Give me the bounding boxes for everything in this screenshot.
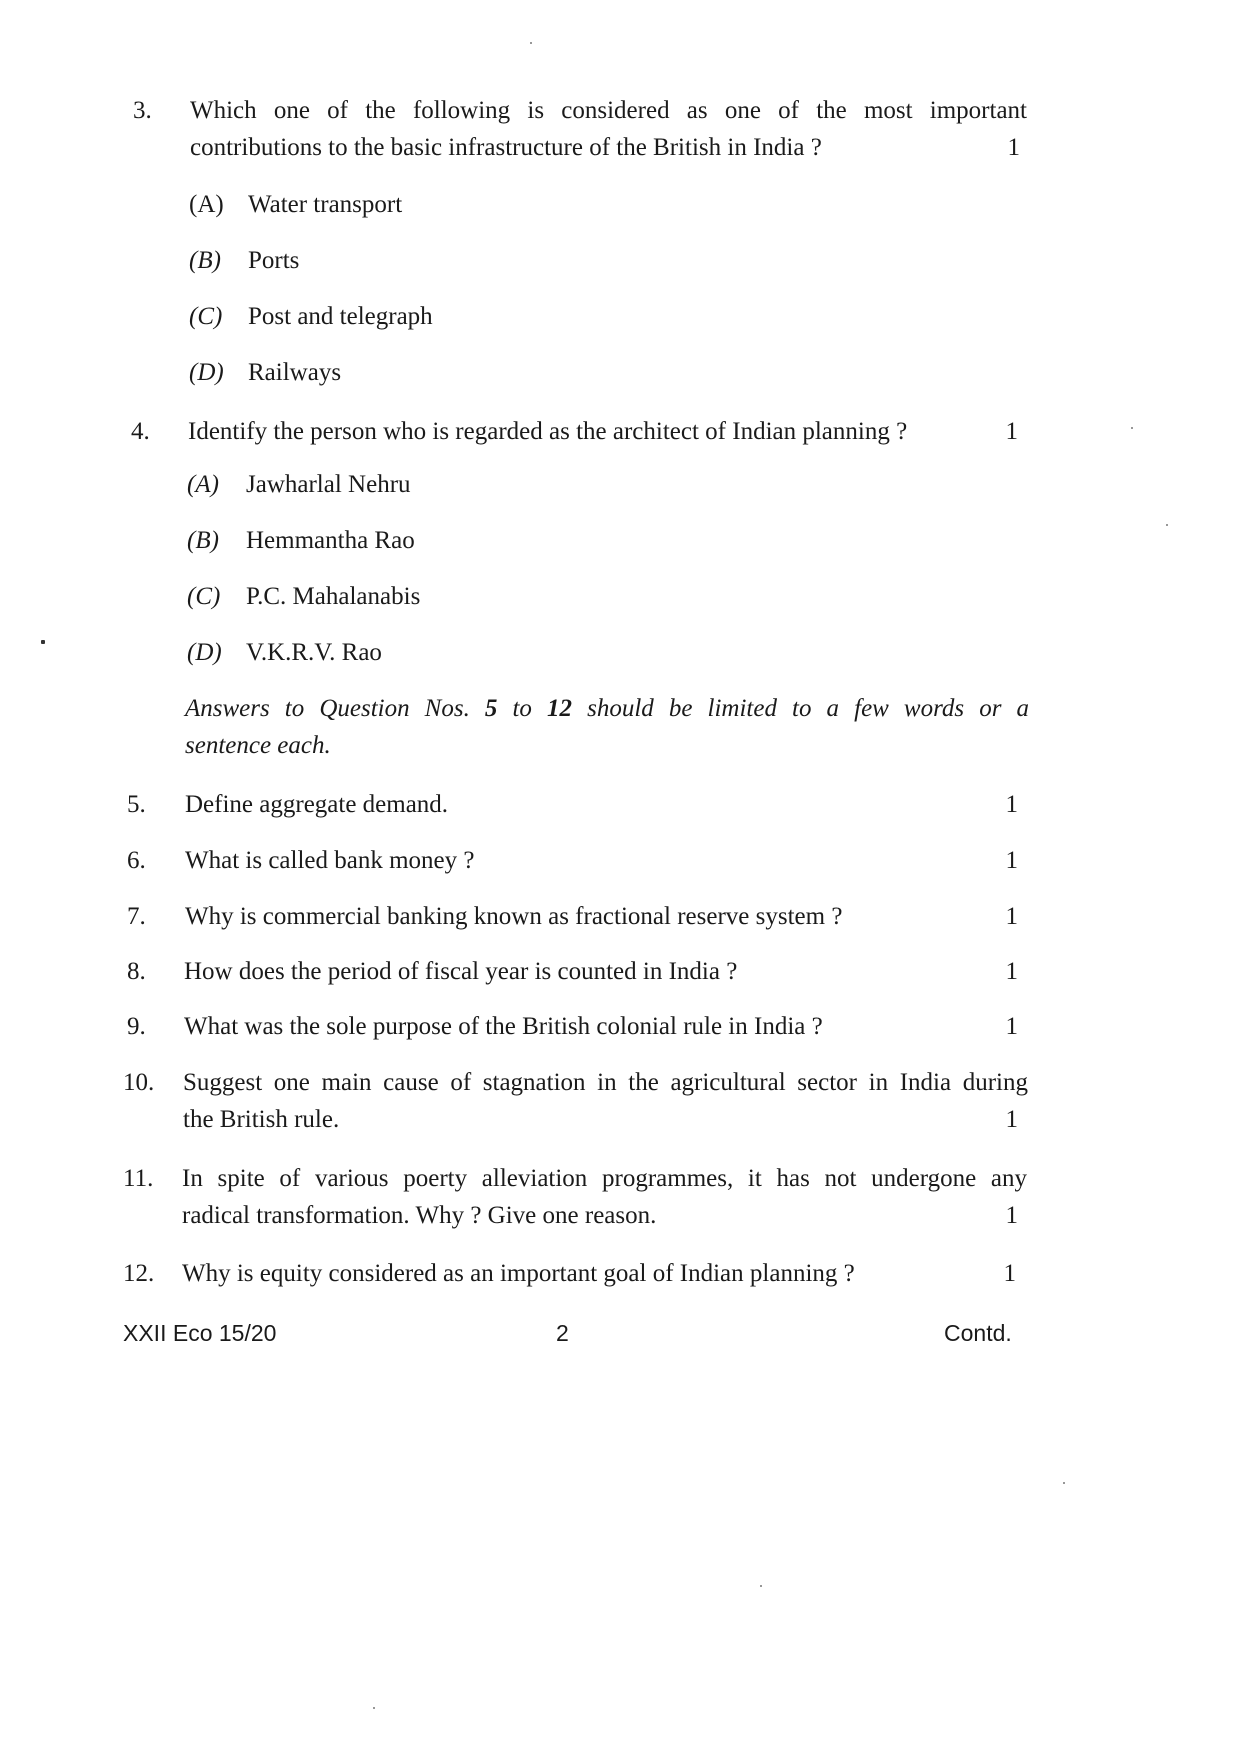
scan-speck	[41, 640, 45, 644]
option-text: V.K.R.V. Rao	[246, 639, 382, 666]
question-marks: 1	[1005, 958, 1018, 985]
question-number: 5.	[127, 791, 146, 818]
footer-code: XXII Eco 15/20	[123, 1320, 277, 1346]
question-number: 4.	[131, 418, 150, 445]
footer-page-number: 2	[556, 1320, 569, 1346]
scan-speck	[760, 1585, 762, 1587]
instruction-line1: Answers to Question Nos. 5 to 12 should be limited to a few words or a	[185, 695, 1029, 722]
option-label: (C)	[189, 303, 223, 330]
question-marks: 1	[1005, 418, 1018, 445]
scan-speck	[1063, 1482, 1065, 1484]
instruction	[185, 690, 1029, 764]
question-marks: 1	[1005, 847, 1018, 874]
question-text: Define aggregate demand.	[185, 791, 449, 818]
option-text: Water transport	[248, 191, 403, 218]
option-text: Railways	[248, 359, 342, 386]
option-label: (C)	[187, 583, 221, 610]
option-text: Post and telegraph	[248, 303, 433, 330]
question-text: Why is commercial banking known as fractional reserve system ?	[185, 903, 843, 930]
question-number: 9.	[127, 1013, 146, 1040]
option-label: (D)	[189, 359, 224, 386]
question-marks: 1	[1003, 1260, 1016, 1287]
scan-speck	[1166, 524, 1168, 526]
option-label: (A)	[189, 191, 224, 218]
question-marks: 1	[1005, 903, 1018, 930]
question-number: 10.	[123, 1069, 155, 1096]
instruction-line2: sentence each.	[185, 732, 331, 759]
scan-speck	[530, 42, 532, 44]
option-label: (D)	[187, 639, 222, 666]
question-text-line1: Suggest one main cause of stagnation in the agricultural sector in India during	[183, 1069, 1028, 1096]
question-text: Identify the person who is regarded as the architect of Indian planning ?	[188, 418, 908, 445]
footer-contd: Contd.	[944, 1320, 1012, 1346]
question-text: What is called bank money ?	[185, 847, 475, 874]
question-text: How does the period of fiscal year is counted in India ?	[184, 958, 738, 985]
question-marks: 1	[1007, 134, 1020, 161]
scan-speck	[1131, 427, 1133, 429]
question-marks: 1	[1005, 1013, 1018, 1040]
option-text: P.C. Mahalanabis	[246, 583, 421, 610]
option-label: (B)	[189, 247, 221, 274]
question-number: 3.	[133, 97, 152, 124]
option-text: Jawharlal Nehru	[246, 471, 411, 498]
question-number: 6.	[127, 847, 146, 874]
question-text-line2: contributions to the basic infrastructure of the British in India ?	[190, 134, 822, 161]
question-number: 11.	[123, 1165, 154, 1192]
question-text-line2: the British rule.	[183, 1106, 340, 1133]
question-number: 8.	[127, 958, 146, 985]
question-text: Why is equity considered as an important goal of Indian planning ?	[182, 1260, 855, 1287]
option-label: (A)	[187, 471, 219, 498]
question-text-line2: radical transformation. Why ? Give one reason.	[182, 1202, 657, 1229]
question-text-line1: Which one of the following is considered as one of the most important	[190, 97, 1027, 124]
question-number: 7.	[127, 903, 146, 930]
question-marks: 1	[1005, 1202, 1018, 1229]
option-label: (B)	[187, 527, 219, 554]
scan-speck	[373, 1707, 375, 1709]
question-marks: 1	[1005, 1106, 1018, 1133]
option-text: Ports	[248, 247, 300, 274]
question-number: 12.	[123, 1260, 155, 1287]
option-text: Hemmantha Rao	[246, 527, 415, 554]
question-text-line1: In spite of various poerty alleviation programmes, it has not undergone any	[182, 1165, 1027, 1192]
question-text: What was the sole purpose of the British colonial rule in India ?	[184, 1013, 823, 1040]
question-marks: 1	[1005, 791, 1018, 818]
